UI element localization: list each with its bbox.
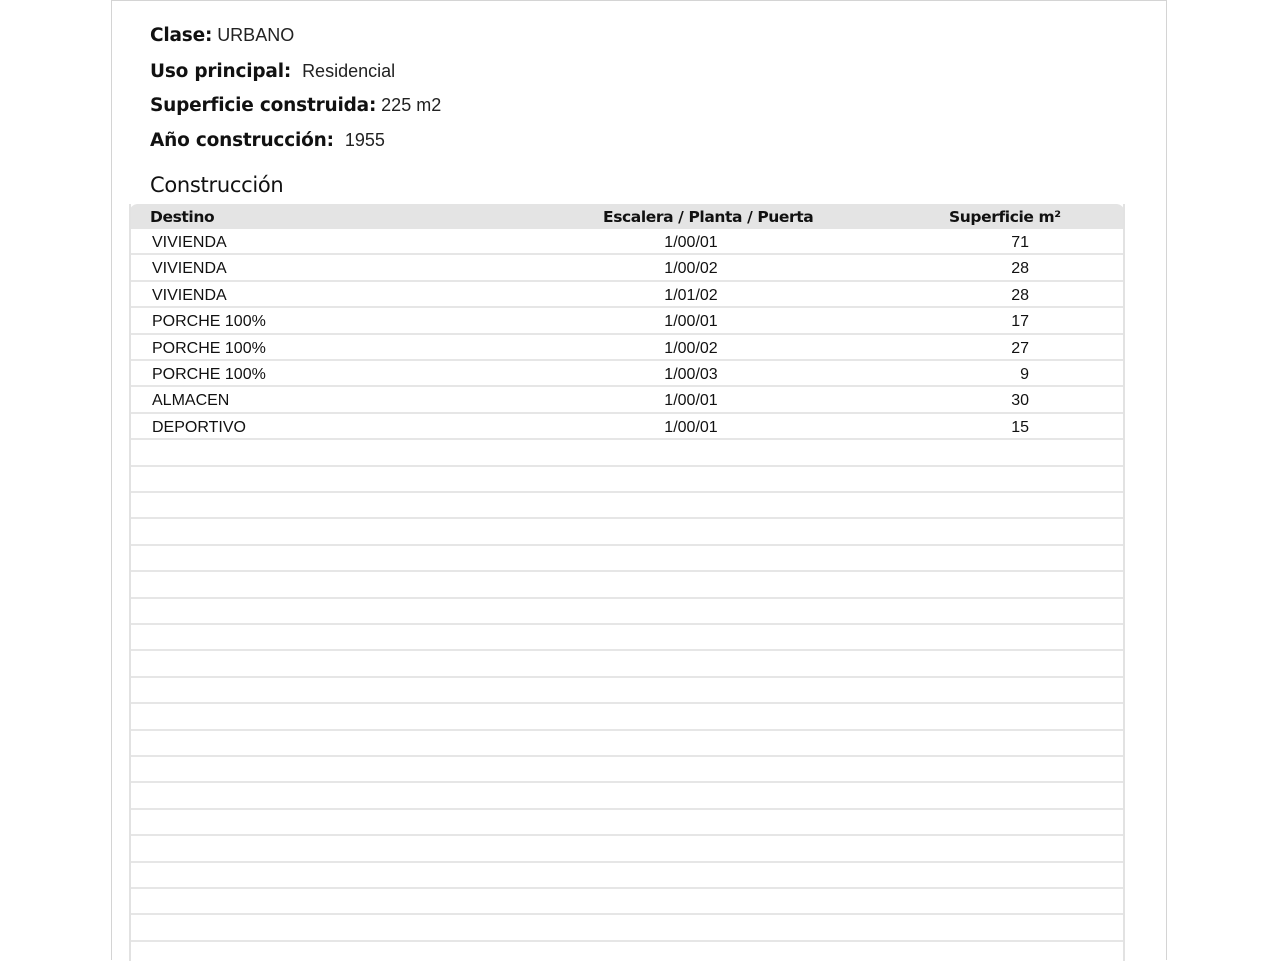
cell-escalera: 1/00/01 [664,392,718,410]
table-row [131,308,1123,334]
clase-line [150,23,294,48]
empty-table-row [131,704,1123,730]
anio-label: Año construcción: [150,130,334,151]
empty-table-row [131,440,1123,466]
superficie-line [150,93,441,118]
cell-destino: PORCHE 100% [152,313,266,331]
construccion-table [129,204,1125,961]
header-escalera: Escalera / Planta / Puerta [603,208,814,226]
construccion-title: Construcción [150,173,284,197]
cell-superficie: 27 [1011,339,1029,357]
cell-escalera: 1/00/01 [664,418,718,436]
empty-table-row [131,783,1123,809]
empty-table-row [131,915,1123,941]
cell-superficie: 9 [1020,366,1029,383]
cell-superficie: 28 [1011,286,1029,304]
empty-table-row [131,731,1123,757]
cell-escalera: 1/00/01 [664,234,718,251]
clase-value: URBANO [217,25,295,45]
cell-superficie: 15 [1011,418,1029,436]
anio-line [150,128,385,153]
cell-escalera: 1/01/02 [664,286,718,304]
document-page [111,0,1167,960]
table-row [131,414,1123,440]
cell-escalera: 1/00/01 [664,313,718,331]
uso-label: Uso principal: [150,61,292,82]
cell-escalera: 1/00/02 [664,339,718,357]
table-row [131,282,1123,308]
empty-table-row [131,625,1123,651]
cell-destino: PORCHE 100% [152,366,266,383]
header-destino: Destino [150,208,215,226]
cell-escalera: 1/00/02 [664,260,718,278]
empty-table-row [131,889,1123,915]
empty-table-row [131,572,1123,598]
empty-table-row [131,942,1123,961]
table-row [131,229,1123,255]
empty-table-row [131,519,1123,545]
cell-destino: VIVIENDA [152,286,227,304]
header-superficie: Superficie m² [949,208,1061,226]
cell-destino: VIVIENDA [152,260,227,278]
cell-superficie: 30 [1011,392,1029,410]
cell-destino: ALMACEN [152,392,230,410]
empty-table-row [131,493,1123,519]
cell-destino: PORCHE 100% [152,339,266,357]
table-row [131,335,1123,361]
table-row [131,255,1123,281]
superficie-label: Superficie construida: [150,95,377,116]
cell-superficie: 71 [1011,234,1029,251]
cell-destino: DEPORTIVO [152,418,246,436]
empty-table-row [131,836,1123,862]
cell-destino: VIVIENDA [152,234,227,251]
cell-superficie: 17 [1011,313,1029,331]
empty-table-row [131,678,1123,704]
clase-label: Clase: [150,25,213,46]
empty-table-row [131,467,1123,493]
empty-table-row [131,757,1123,783]
superficie-value: 225 m2 [381,95,442,115]
cell-superficie: 28 [1011,260,1029,278]
anio-value: 1955 [344,130,385,150]
table-row [131,361,1123,387]
uso-line [150,59,395,84]
empty-table-row [131,599,1123,625]
table-row [131,387,1123,413]
uso-value: Residencial [302,61,396,81]
empty-table-row [131,546,1123,572]
cell-escalera: 1/00/03 [664,366,718,383]
empty-table-row [131,651,1123,677]
empty-table-row [131,863,1123,889]
table-header [129,204,1125,229]
empty-table-row [131,810,1123,836]
